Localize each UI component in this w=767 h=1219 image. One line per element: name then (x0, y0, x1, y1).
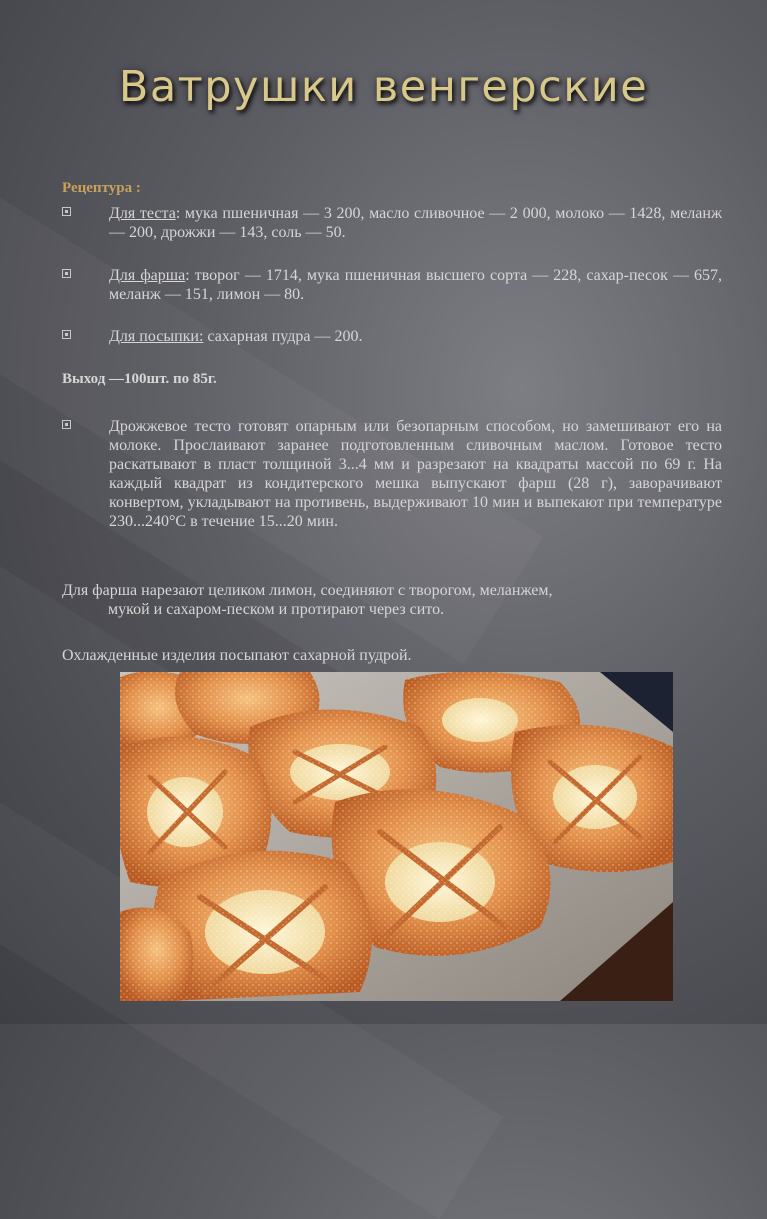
ingredient-topping (62, 327, 722, 346)
ingredient-text: мука пшеничная — 3 200, масло сливочное — 2 000, молоко — 1428, меланж — 200, дрожжи — 143, соль — 50. (109, 205, 723, 241)
recipe-label: Рецептура : (62, 180, 141, 196)
finish-paragraph: Охлажденные изделия посыпают сахарной пудрой. (62, 647, 412, 664)
ingredient-text: сахарная пудра — 200. (203, 328, 363, 345)
square-bullet-icon (62, 269, 71, 278)
ingredient-label: Для посыпки: (109, 328, 204, 345)
filling-line-2: мукой и сахаром-песком и протирают через сито. (108, 601, 445, 618)
ingredient-text: творог — 1714, мука пшеничная высшего сорта — 228, сахар-песок — 657, меланж — 151, лимон — 80. (109, 267, 722, 303)
filling-line-1: Для фарша нарезают целиком лимон, соединяют с творогом, меланжем, (62, 582, 553, 599)
ingredient-dough (62, 204, 722, 242)
ingredient-label: Для фарша (109, 267, 186, 284)
square-bullet-icon (62, 330, 71, 339)
ingredient-colon: : (175, 205, 181, 222)
square-bullet-icon (62, 207, 71, 216)
ingredient-label: Для теста (109, 205, 176, 222)
filling-paragraph (62, 581, 718, 619)
method-paragraph (62, 417, 722, 531)
pastry-photo-icon (120, 672, 673, 1001)
ingredient-colon: : (185, 267, 190, 284)
square-bullet-icon (62, 420, 71, 429)
slide-title: Ватрушки венгерские (118, 62, 649, 112)
yield-text: Выход —100шт. по 85г. (62, 371, 217, 387)
ingredient-filling (62, 266, 722, 304)
pastry-photo (120, 672, 673, 1001)
method-text: Дрожжевое тесто готовят опарным или безопарным способом, но замешивают его на молоке. Прослаивают заранее подготовленным сливочным маслом. Готовое тесто раскатывают в пласт толщиной 3...4 мм и разрезают на квадраты массой по 69 г. На каждый квадрат из кондитерского мешка выпускают фарш (28 г), заворачивают конвертом, укладывают на противень, выдерживают 10 мин и выпекают при температуре 230...240°С в течение 15...20 мин. (109, 418, 722, 530)
